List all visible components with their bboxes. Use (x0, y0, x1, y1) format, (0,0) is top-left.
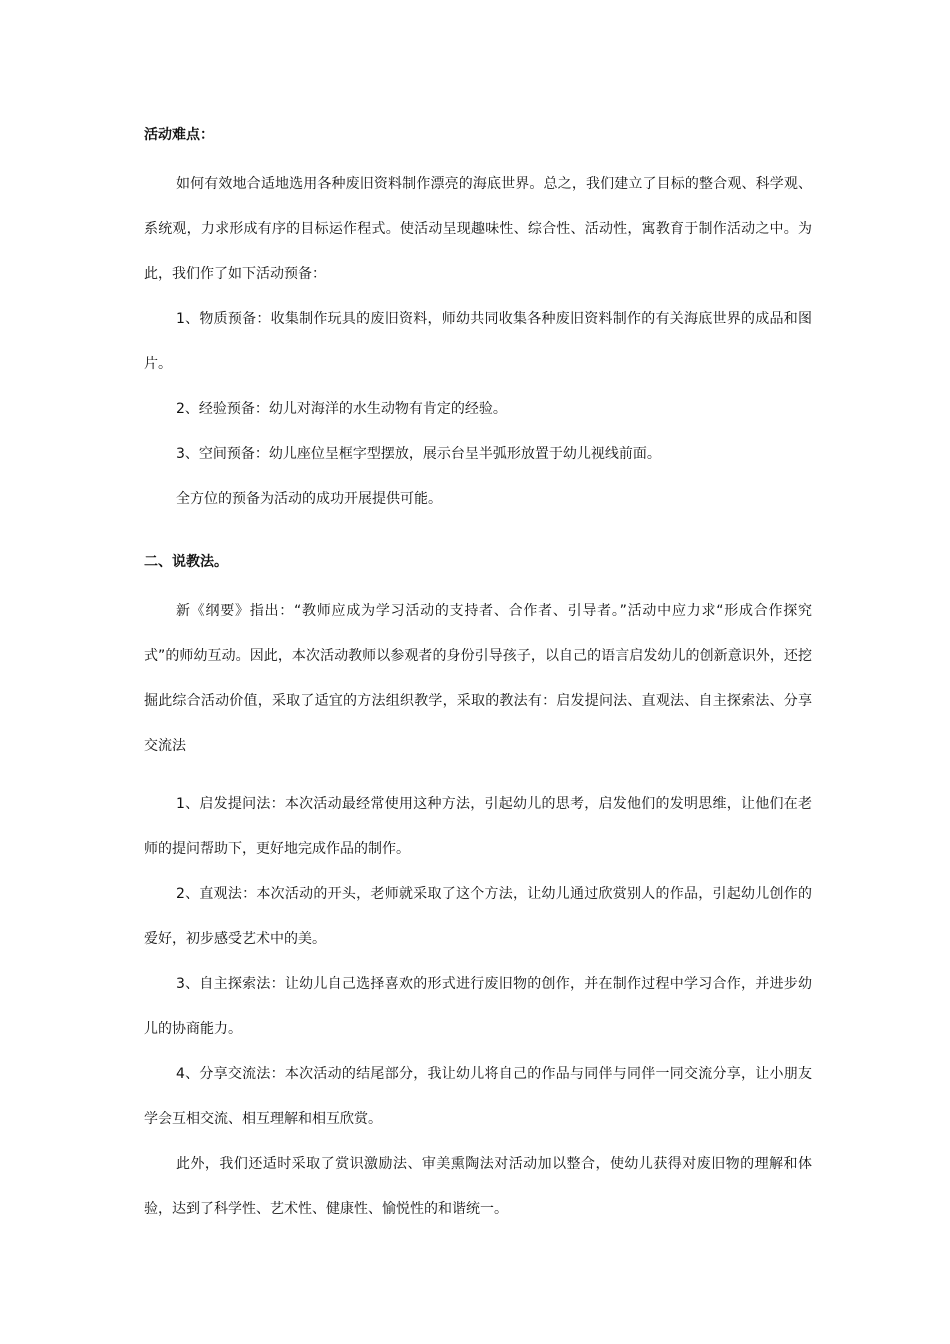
section-heading-difficulty: 活动难点： (144, 127, 214, 143)
paragraph-prep-summary: 全方位的预备为活动的成功开展提供可能。 (176, 491, 442, 507)
paragraph-method-sharing: 4、分享交流法：本次活动的结尾部分，我让幼儿将自己的作品与同伴与同伴一同交流分享，让小朋友学会互相交流、相互理解和相互欣赏。 (144, 1066, 812, 1127)
document-body (144, 124, 812, 1232)
paragraph-method-exploration: 3、自主探索法：让幼儿自己选择喜欢的形式进行废旧物的创作，并在制作过程中学习合作，并进步幼儿的协商能力。 (144, 976, 812, 1037)
paragraph-difficulty-intro: 如何有效地合适地选用各种废旧资料制作漂亮的海底世界。总之，我们建立了目标的整合观、科学观、系统观，力求形成有序的目标运作程式。使活动呈现趣味性、综合性、活动性，寓教育于制作活动之中。为此，我们作了如下活动预备： (144, 176, 812, 282)
paragraph-methods-intro: 新《纲要》指出：“教师应成为学习活动的支持者、合作者、引导者。”活动中应力求“形成合作探究式”的师幼互动。因此，本次活动教师以参观者的身份引导孩子，以自己的语言启发幼儿的创新意识外，还挖掘此综合活动价值，采取了适宜的方法组织教学，采取的教法有：启发提问法、直观法、自主探索法、分享交流法 (144, 603, 812, 754)
paragraph-material-prep: 1、物质预备：收集制作玩具的废旧资料，师幼共同收集各种废旧资料制作的有关海底世界的成品和图片。 (144, 311, 812, 372)
paragraph-method-intuitive: 2、直观法：本次活动的开头，老师就采取了这个方法，让幼儿通过欣赏别人的作品，引起幼儿创作的爱好，初步感受艺术中的美。 (144, 886, 812, 947)
paragraph-space-prep: 3、空间预备：幼儿座位呈框字型摆放，展示台呈半弧形放置于幼儿视线前面。 (176, 446, 661, 462)
section-heading-teaching-methods: 二、说教法。 (144, 554, 228, 570)
paragraph-experience-prep: 2、经验预备：幼儿对海洋的水生动物有肯定的经验。 (176, 401, 507, 417)
paragraph-methods-summary: 此外，我们还适时采取了赏识激励法、审美熏陶法对活动加以整合，使幼儿获得对废旧物的理解和体验，达到了科学性、艺术性、健康性、愉悦性的和谐统一。 (144, 1156, 812, 1217)
paragraph-method-questioning: 1、启发提问法：本次活动最经常使用这种方法，引起幼儿的思考，启发他们的发明思维，让他们在老师的提问帮助下，更好地完成作品的制作。 (144, 796, 812, 857)
